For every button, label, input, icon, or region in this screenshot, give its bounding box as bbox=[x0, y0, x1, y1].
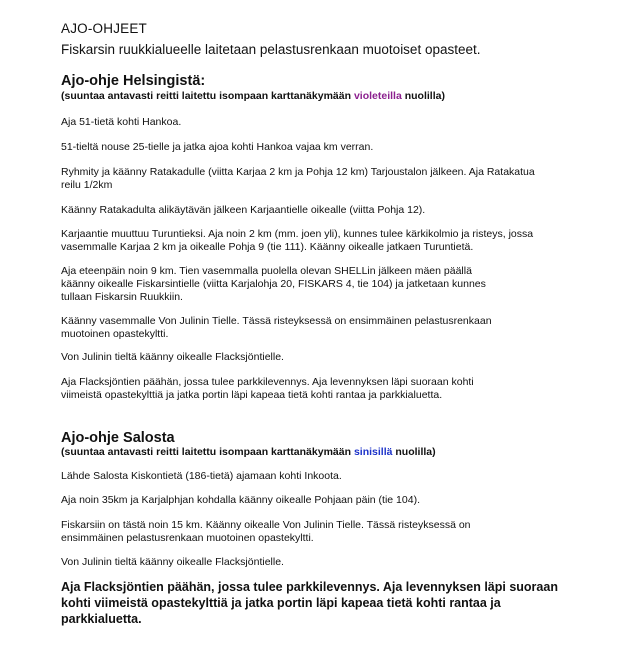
helsinki-subtitle-pre: (suuntaa antavasti reitti laitettu isompaan karttanäkymään bbox=[61, 90, 354, 102]
salo-step-1 bbox=[61, 470, 342, 483]
helsinki-step-9-line-2: viimeistä opastekylttiä ja jatka portin läpi kapeaa tietä kohti rantaa ja parkkialuetta. bbox=[61, 389, 443, 401]
helsinki-step-1 bbox=[61, 116, 181, 129]
document-title: AJO-OHJEET bbox=[61, 21, 148, 36]
salo-step-3 bbox=[61, 519, 471, 545]
helsinki-step-6 bbox=[61, 265, 486, 304]
helsinki-step-3-line-1: Ryhmity ja käänny Ratakadulle (viitta Karjaa 2 km ja Pohja 12 km) Tarjoustalon jälkeen. Aja Ratakatua bbox=[61, 166, 535, 178]
helsinki-step-5 bbox=[61, 228, 533, 254]
salo-final-line-2: kohti viimeistä opastekylttiä ja jatka portin läpi kapeaa tietä kohti rantaa ja bbox=[61, 596, 501, 610]
helsinki-step-2 bbox=[61, 141, 373, 154]
salo-step-2-line-1: Aja noin 35km ja Karjalphjan kohdalla käänny oikealle Pohjaan päin (tie 104). bbox=[61, 494, 420, 506]
intro-text: Fiskarsin ruukkialueelle laitetaan pelastusrenkaan muotoiset opasteet. bbox=[61, 42, 481, 57]
salo-subtitle-pre: (suuntaa antavasti reitti laitettu isompaan karttanäkymään bbox=[61, 446, 354, 458]
helsinki-step-8-line-1: Von Julinin tieltä käänny oikealle Flacksjöntielle. bbox=[61, 351, 284, 363]
salo-step-3-line-1: Fiskarsiin on tästä noin 15 km. Käänny oikealle Von Julinin Tielle. Tässä risteyksessä on bbox=[61, 519, 471, 531]
helsinki-step-3 bbox=[61, 166, 535, 192]
helsinki-subtitle-post: nuolilla) bbox=[401, 90, 445, 102]
helsinki-step-7-line-2: muotoinen opastekyltti. bbox=[61, 328, 169, 340]
helsinki-step-6-line-1: Aja eteenpäin noin 9 km. Tien vasemmalla puolella olevan SHELLin jälkeen mäen päällä bbox=[61, 265, 472, 277]
helsinki-step-9 bbox=[61, 376, 474, 402]
helsinki-subtitle-color-word: violeteilla bbox=[353, 90, 402, 102]
helsinki-step-3-line-2: reilu 1/2km bbox=[61, 179, 113, 191]
helsinki-step-5-line-2: vasemmalle Karjaa 2 km ja oikealle Pohja 9 (tie 111). Käänny oikealle jatkaen Turuntietä. bbox=[61, 241, 474, 253]
salo-step-2 bbox=[61, 494, 420, 507]
salo-step-3-line-2: ensimmäinen pelastusrenkaan muotoinen opastekyltti. bbox=[61, 532, 314, 544]
helsinki-subtitle bbox=[61, 90, 445, 102]
helsinki-step-4 bbox=[61, 204, 425, 217]
helsinki-step-2-line-1: 51-tieltä nouse 25-tielle ja jatka ajoa kohti Hankoa vajaa km verran. bbox=[61, 141, 374, 153]
salo-final-step bbox=[61, 579, 558, 627]
helsinki-step-7-line-1: Käänny vasemmalle Von Julinin Tielle. Tässä risteyksessä on ensimmäinen pelastusrenkaan bbox=[61, 315, 492, 327]
salo-subtitle bbox=[61, 446, 436, 458]
helsinki-step-4-line-1: Käänny Ratakadulta alikäytävän jälkeen Karjaantielle oikealle (viitta Pohja 12). bbox=[61, 204, 426, 216]
salo-final-line-3: parkkialuetta. bbox=[61, 612, 142, 626]
salo-subtitle-post: nuolilla) bbox=[392, 446, 436, 458]
helsinki-step-6-line-3: tullaan Fiskarsin Ruukkiin. bbox=[61, 291, 183, 303]
helsinki-heading: Ajo-ohje Helsingistä: bbox=[61, 73, 206, 89]
salo-step-4-line-1: Von Julinin tieltä käänny oikealle Flacksjöntielle. bbox=[61, 556, 284, 568]
helsinki-step-9-line-1: Aja Flacksjöntien päähän, jossa tulee parkkilevennys. Aja levennyksen läpi suoraan kohti bbox=[61, 376, 474, 388]
salo-step-4 bbox=[61, 556, 284, 569]
helsinki-step-6-line-2: käänny oikealle Fiskarsintielle (viitta Karjalohja 20, FISKARS 4, tie 104) ja jatketaan kunnes bbox=[61, 278, 486, 290]
salo-heading: Ajo-ohje Salosta bbox=[61, 430, 175, 446]
salo-subtitle-color-word: sinisillä bbox=[353, 446, 393, 458]
helsinki-step-7 bbox=[61, 315, 492, 341]
helsinki-step-5-line-1: Karjaantie muuttuu Turuntieksi. Aja noin 2 km (mm. joen yli), kunnes tulee kärkikolmio ja risteys, jossa bbox=[61, 228, 534, 240]
salo-step-1-line-1: Lähde Salosta Kiskontietä (186-tietä) ajamaan kohti Inkoota. bbox=[61, 470, 342, 482]
helsinki-step-1-line-1: Aja 51-tietä kohti Hankoa. bbox=[61, 116, 182, 128]
helsinki-step-8 bbox=[61, 351, 284, 364]
salo-final-line-1: Aja Flacksjöntien päähän, jossa tulee parkkilevennys. Aja levennyksen läpi suoraan bbox=[61, 580, 558, 594]
